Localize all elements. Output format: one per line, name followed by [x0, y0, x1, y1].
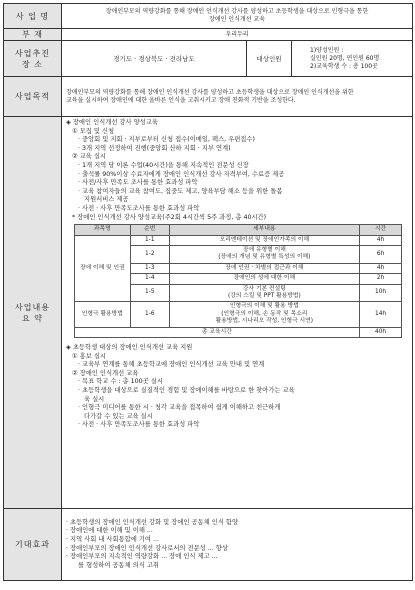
target-line-1: 1)양성인원 :	[310, 46, 344, 54]
row-effect	[4, 509, 413, 581]
curriculum-row	[75, 302, 402, 327]
row-detail-line: 장애인의 성에 대한 이해	[233, 275, 296, 282]
section2-title: ◈ 초등학생 대상의 장애인 인식개선 교육 지원	[66, 344, 193, 351]
purpose-line-2: 교육을 실시하여 장애인에 대한 올바른 인식을 고취시키고 장애 친화적 기반을 조성한다.	[66, 96, 296, 104]
effect-value	[62, 509, 413, 581]
header-number: 순번	[130, 225, 169, 235]
row-number: 1-5	[130, 284, 169, 302]
row-detail-line: 강사 기본 컨설팅	[242, 285, 286, 292]
project-name-line-2: 장애인 인식개선 교육	[209, 16, 265, 23]
content-line: 지원서비스 제공	[84, 196, 129, 204]
curriculum-total-row	[75, 327, 402, 337]
content-line: 육 실시	[84, 395, 105, 403]
content-line: · 목표 학교 수 : 총 100곳 실시	[78, 378, 163, 386]
row-hours: 4h	[359, 263, 402, 273]
label-content-line-2: 요 약	[22, 313, 43, 323]
label-target: 대상인원	[247, 41, 292, 77]
label-location-line-1: 사업추진	[15, 48, 50, 58]
row-number: 1-1	[130, 235, 169, 245]
header-subject: 과목명	[75, 225, 131, 235]
row-detail-line: (장애의 개념 및 유형별 특성의 이해)	[218, 254, 311, 261]
content-line: · 중앙회 및 지회 · 지부로부터 신청 접수(이메일, 팩스, 우편접수)	[78, 136, 255, 144]
row-detail-line: (인형극의 이해, 손 동작 및 목소리	[221, 310, 308, 317]
row-location	[4, 41, 413, 77]
content-line: * 장애인 인식개선 강사 양성교육(주2회 4시간씩 5주 과정, 총 40시간)	[72, 213, 267, 221]
header-detail: 세부내용	[169, 225, 359, 235]
label-location	[4, 41, 62, 77]
curriculum-header-row	[75, 225, 402, 235]
effect-lines	[66, 519, 408, 571]
total-hours: 40h	[359, 327, 402, 337]
target-line-2: 실인원 20명, 연인원 60명	[310, 54, 380, 62]
effect-line: · 장애인에 대한 이해 및 이해 ...	[66, 527, 153, 535]
target-value	[292, 41, 413, 77]
content-line: · 1개 지역 당 이론 수업(40시간)을 통해 지속적인 전문성 신장	[78, 161, 249, 169]
row-detail-line: 장애 인권 · 차별의 접근과 이해	[225, 264, 304, 271]
label-location-line-2: 장 소	[22, 59, 43, 69]
content-line: · 교육부 연계를 통해 초등학교에 장애인 인식개선 교육 안내 및 연계	[78, 361, 265, 369]
header-hours: 시간	[359, 225, 402, 235]
content-line: · 사전/사후 만족도 조사를 통한 효과성 파악	[78, 179, 198, 187]
label-department: 부 재	[4, 29, 62, 41]
content-line: · 3개 지역 선정하여 진행(중앙회 산하 지회 · 지부 연계)	[78, 144, 231, 152]
project-summary-table	[3, 3, 413, 581]
row-hours: 14h	[359, 302, 402, 327]
row-number: 1-2	[130, 245, 169, 263]
row-detail	[169, 302, 359, 327]
row-number: 1-6	[130, 302, 169, 327]
department-value: 우리두리	[62, 29, 413, 41]
content-line: · 초등학생을 대상으로 실질적인 경험 및 장애이해를 바탕으로 한 찾아가는 교육	[78, 386, 295, 394]
project-name-value	[62, 4, 413, 29]
row-hours: 10h	[359, 284, 402, 302]
effect-line: · 지역 사회 내 사회통합에 기여 ...	[66, 535, 160, 543]
label-effect: 기대효과	[4, 509, 62, 581]
row-content	[4, 117, 413, 509]
content-line: · 사전 · 사후 만족도조사를 통한 효과성 파악	[78, 204, 200, 212]
content-line: ① 모집 및 신청	[72, 127, 115, 135]
target-line-3: 2)교육학생 수 : 총 100곳	[310, 62, 378, 70]
effect-line: · 장애인부모의 지속적인 역량강화 ... 장애 인식 제고 ...	[66, 553, 218, 561]
row-detail-line: 활용방법, 시나리오 작성, 인형극 시연)	[215, 318, 314, 325]
label-content	[4, 117, 62, 509]
label-purpose: 사업목적	[4, 77, 62, 117]
location-value: 경기도 · 경상북도 · 전라남도	[62, 41, 247, 77]
row-number: 1-3	[130, 263, 169, 273]
content-line: ① 홍보 실시	[72, 352, 106, 360]
content-line: · 인형극 미디어를 통한 시 · 청각 교육을 접목하여 쉽게 이해하고 친근하게	[78, 404, 281, 412]
row-detail	[169, 284, 359, 302]
content-line: · 출석률 90%이상 수료자에게 장애인 인식개선 강사 자격부여, 수료증 제공	[78, 170, 285, 178]
group-name: 장애 이해 및 인권	[75, 235, 131, 302]
content-value	[62, 117, 413, 509]
document-page	[3, 3, 412, 581]
row-detail	[169, 245, 359, 263]
row-number: 1-4	[130, 274, 169, 284]
purpose-line-1: 장애인부모의 역량강화를 통해 장애인 인식개선 강사를 양성하고 초등학생을 대상으로 장애인 인식개선을 위한	[66, 88, 354, 96]
group-name: 인형극 활용방법	[75, 302, 131, 327]
section1-title: ◈ 장애인 인식개선 강사 양성교육	[66, 119, 158, 126]
project-name-line-1: 장애인부모의 역량강화를 통해 장애인 인식개선 강사를 양성하고 초등학생을 대상으로 인형극을 통한	[105, 8, 369, 15]
effect-line: 를 형성하여 공동체 의식 고취	[78, 561, 159, 569]
row-department	[4, 29, 413, 41]
curriculum-row	[75, 235, 402, 245]
row-hours: 6h	[359, 245, 402, 263]
row-detail-line: (강의 스킬 및 PPT 활용방법)	[227, 292, 301, 299]
row-purpose	[4, 77, 413, 117]
row-hours: 2h	[359, 274, 402, 284]
row-hours: 4h	[359, 235, 402, 245]
content-line: · 교육 참여자들의 교육 참여도, 집중도 제고, 양육부담 해소 등을 위한 돌봄	[78, 187, 283, 195]
section1-items	[66, 128, 408, 223]
row-project-name	[4, 4, 413, 29]
row-detail-line: 오리엔테이션 및 장애인가족의 이해	[219, 236, 310, 243]
row-detail	[169, 274, 359, 284]
content-line: ② 교육 실시	[72, 153, 106, 161]
curriculum-table	[74, 224, 402, 338]
total-label: 총 교육시간	[75, 327, 360, 337]
row-detail	[169, 235, 359, 245]
effect-line: · 장애인부모의 장애인 인식개선 강사로서의 전문성 ... 향상	[66, 544, 228, 552]
content-line: · 사전 · 사후 만족도조사를 통한 효과성 파악	[78, 421, 200, 429]
label-content-line-1: 사업내용	[15, 302, 50, 312]
row-detail-line: 장애 유형별 이해	[242, 246, 286, 253]
content-line: ② 장애인 인식개선 교육	[72, 369, 139, 377]
row-detail	[169, 263, 359, 273]
section2-items	[66, 353, 408, 430]
content-line: 다가갈 수 있는 교육 실시	[84, 412, 153, 420]
label-project-name: 사 업 명	[4, 4, 62, 29]
effect-line: · 초등학생의 장애인 인식개선 강화 및 장애인 공동체 인식 함양	[66, 518, 239, 526]
purpose-value	[62, 77, 413, 117]
row-detail-line: 인형극의 이해 및 활용 방법	[229, 303, 299, 310]
